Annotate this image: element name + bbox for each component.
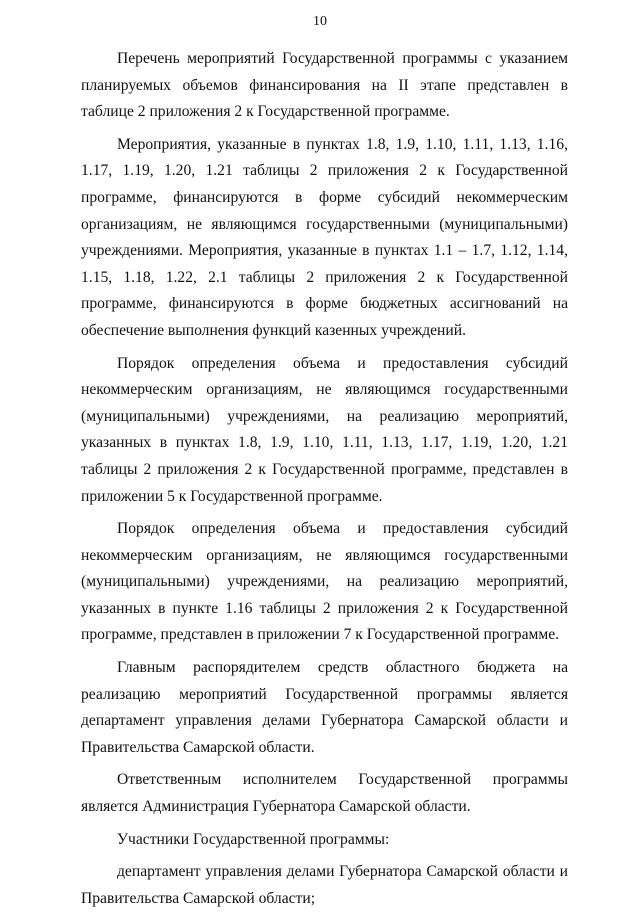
paragraph-financing-list: Перечень мероприятий Государственной программы с указанием планируемых объемов финансирования на II этапе представлен в таблице 2 приложения 2 к Государственной программе. (81, 50, 568, 121)
document-body (81, 46, 568, 918)
paragraph-financing-forms: Мероприятия, указанные в пунктах 1.8, 1.9, 1.10, 1.11, 1.13, 1.16, 1.17, 1.19, 1.20, 1.21 таблицы 2 приложения 2 к Государственной программе, финансируются в форме субсидий некоммерческим организациям, не являющимся государственными (муниципальными) учреждениями. Мероприятия, указанные в пунктах 1.1 – 1.7, 1.12, 1.14, 1.15, 1.18, 1.22, 2.1 таблицы 2 приложения 2 к Государственной программе, финансируются в форме бюджетных ассигнований на обеспечение выполнения функций казенных учреждений. (81, 135, 568, 339)
paragraph-subsidy-procedure-app5: Порядок определения объема и предоставления субсидий некоммерческим организациям, не являющимся государственными (муниципальными) учреждениями, на реализацию мероприятий, указанных в пунктах 1.8, 1.9, 1.10, 1.11, 1.13, 1.17, 1.19, 1.20, 1.21 таблицы 2 приложения 2 к Государственной программе, представлен в приложении 5 к Государственной программе. (81, 354, 568, 505)
paragraph-chief-administrator: Главным распорядителем средств областного бюджета на реализацию мероприятий Государственной программы является департамент управления делами Губернатора Самарской области и Правительства Самарской области. (81, 659, 568, 756)
page-number: 10 (313, 14, 327, 29)
paragraph-responsible-executor: Ответственным исполнителем Государственной программы является Администрация Губернатора Самарской области. (81, 771, 568, 816)
paragraph-participant-item: департамент управления делами Губернатора Самарской области и Правительства Самарской области; (81, 863, 568, 907)
paragraph-subsidy-procedure-app7: Порядок определения объема и предоставления субсидий некоммерческим организациям, не являющимся государственными (муниципальными) учреждениями, на реализацию мероприятий, указанных в пункте 1.16 таблицы 2 приложения 2 к Государственной программе, представлен в приложении 7 к Государственной программе. (81, 520, 568, 644)
paragraph-participants-heading: Участники Государственной программы: (117, 830, 390, 848)
